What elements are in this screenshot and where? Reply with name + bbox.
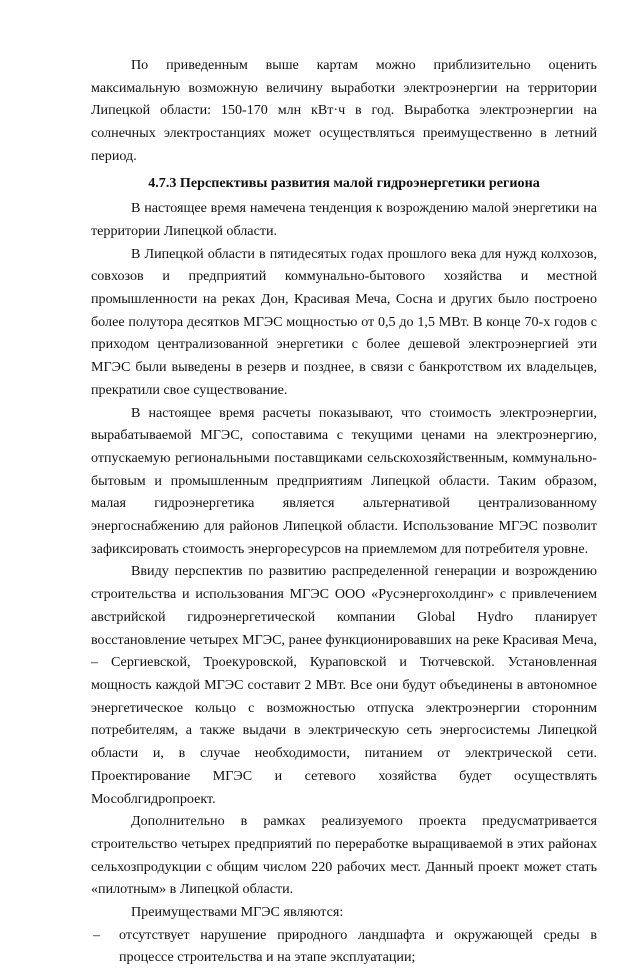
body-paragraph: В настоящее время намечена тенденция к возрождению малой энергетики на территории Липецкой области. (91, 200, 597, 239)
list-intro-paragraph: Преимуществами МГЭС являются: (131, 904, 344, 921)
section-heading: 4.7.3 Перспективы развития малой гидроэнергетики региона (148, 174, 540, 191)
body-paragraph: В Липецкой области в пятидесятых годах прошлого века для нужд колхозов, совхозов и предприятий коммунально-бытового хозяйства и местной промышленности на реках Дон, Красивая Меча, Сосна и других было построено более полутора десятков МГЭС мощностью от 0,5 до 1,5 МВт. В конце 70-х годов с приходом централизованной энергетики с более дешевой электроэнергией эти МГЭС были выведены в резерв и позднее, в связи с банкротством их владельцев, прекратили свое существование. (91, 245, 597, 398)
advantages-list (91, 924, 597, 969)
body-paragraph: Дополнительно в рамках реализуемого проекта предусматривается строительство четырех предприятий по переработке выращиваемой в этих районах сельхозпродукции с общим числом 220 рабочих мест. Данный проект может стать «пилотным» в Липецкой области. (91, 813, 597, 898)
document-page (91, 54, 597, 969)
list-item-text: отсутствует нарушение природного ландшафта и окружающей среды в процессе строительства и на этапе эксплуатации; (119, 926, 597, 966)
intro-paragraph: По приведенным выше картам можно приблизительно оценить максимальную возможную величину выработки электроэнергии на территории Липецкой области: 150-170 млн кВт·ч в год. Выработка электроэнергии на солнечных электростанциях может осуществляться преимущественно в летний период. (91, 57, 597, 164)
body-paragraph: Ввиду перспектив по развитию распределенной генерации и возрождению строительства и использования МГЭС ООО «Русэнергохолдинг» с привлечением австрийской гидроэнергетической компании Global Hydro планирует восстановление четырех МГЭС, ранее функционировавших на реке Красивая Меча, – Сергиевской, Троекуровской, Кураповской и Тютчевской. Установленная мощность каждой МГЭС составит 2 МВт. Все они будут объединены в автономное энергетическое кольцо с возможностью отпуска электроэнергии сторонним потребителям, а также выдачи в электрическую сеть энергосистемы Липецкой области и, в случае необходимости, питанием от электрической сети. Проектирование МГЭС и сетевого хозяйства будет осуществлять Мособлгидропроект. (91, 563, 597, 807)
list-item (91, 924, 597, 969)
body-paragraph: В настоящее время расчеты показывают, что стоимость электроэнергии, вырабатываемой МГЭС, сопоставима с текущими ценами на электроэнергию, отпускаемую региональными поставщиками сельскохозяйственным, коммунально-бытовым и промышленным предприятиям Липецкой области. Таким образом, малая гидроэнергетика является альтернативой централизованному энергоснабжению для районов Липецкой области. Использование МГЭС позволит зафиксировать стоимость энергоресурсов на приемлемом для потребителя уровне. (91, 404, 597, 557)
list-dash: – (93, 926, 101, 943)
